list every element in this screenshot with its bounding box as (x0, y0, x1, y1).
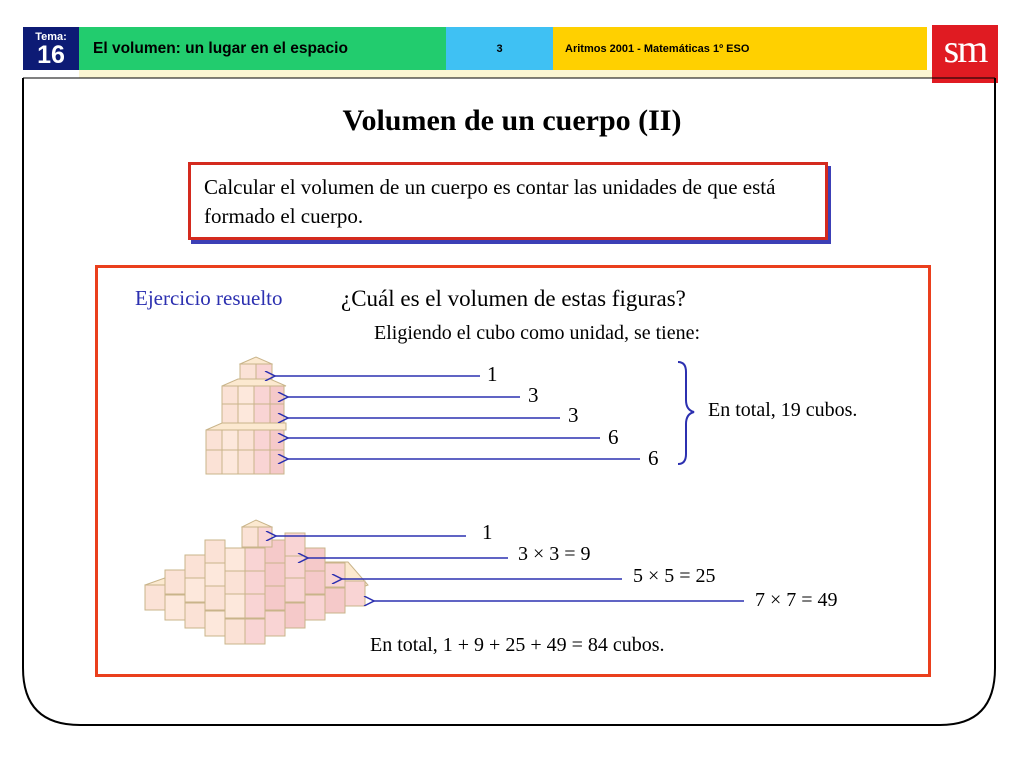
fig1-layer-2: 3 (528, 383, 539, 407)
fig1-layer-1: 1 (487, 362, 498, 386)
fig1-layer-4: 6 (608, 425, 619, 449)
exercise-label: Ejercicio resuelto (135, 286, 283, 310)
cube-tower-figure (206, 357, 286, 474)
book-title: Aritmos 2001 - Matemáticas 1º ESO (553, 27, 927, 70)
fig1-layer-5: 6 (648, 446, 659, 470)
exercise-intro: Eligiendo el cubo como unidad, se tiene: (374, 322, 701, 344)
page-number: 3 (446, 27, 553, 70)
definition-text: Calcular el volumen de un cuerpo es contar las unidades de que está formado el cuerpo. (204, 175, 776, 228)
curly-brace-icon (678, 362, 694, 464)
fig2-layer-1: 1 (482, 520, 493, 544)
slide-title: Volumen de un cuerpo (II) (342, 104, 682, 137)
fig2-layer-2: 3 × 3 = 9 (518, 543, 591, 565)
fig2-total: En total, 1 + 9 + 25 + 49 = 84 cubos. (370, 634, 665, 656)
exercise-question: ¿Cuál es el volumen de estas figuras? (341, 286, 686, 311)
fig1-total: En total, 19 cubos. (708, 399, 858, 421)
tema-number: 16 (37, 40, 65, 69)
fig2-layer-3: 5 × 5 = 25 (633, 565, 716, 587)
fig1-arrows (275, 376, 640, 459)
cube-pyramid-figure (145, 520, 368, 644)
unit-title: El volumen: un lugar en el espacio (79, 27, 446, 70)
sm-logo: sm (932, 25, 998, 83)
tema-label: Tema: (35, 30, 67, 43)
fig2-layer-4: 7 × 7 = 49 (755, 589, 838, 611)
fig1-layer-3: 3 (568, 403, 579, 427)
